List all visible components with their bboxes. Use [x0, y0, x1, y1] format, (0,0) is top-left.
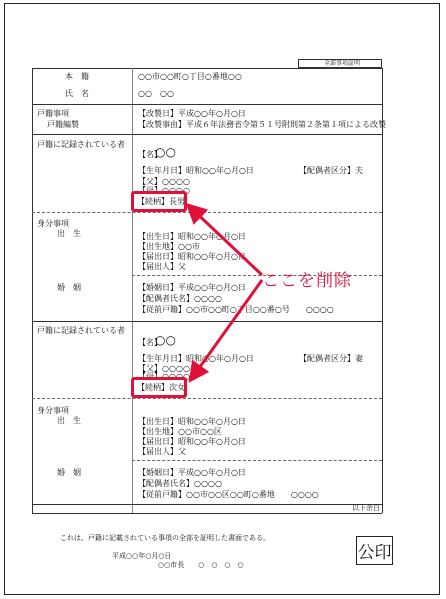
honseki-value: ○○市○○町○丁目○番地○○ [138, 72, 242, 81]
person1-zokugara: 【続柄】長男 [137, 197, 185, 206]
person2-birth: 【生年月日】昭和○○年○月○日 [138, 354, 254, 363]
person1-konin-label: 婚 姻 [57, 283, 81, 292]
person2-konin-label: 婚 姻 [57, 468, 81, 477]
ika-yohaku-label: 以下余白 [352, 504, 380, 512]
koseki-line-1: 【改製日】平成○○年○月○日 [138, 109, 246, 118]
person1-mibun-label: 身分事項 [37, 219, 69, 228]
official-seal: 公印 [356, 536, 393, 565]
arrow-to-first-zokugara [190, 207, 262, 275]
person2-zokugara: 【続柄】次女 [137, 383, 185, 392]
person2-name-prefix: 【名】 [138, 338, 162, 347]
person1-shussei-line-4: 【届出人】父 [138, 262, 186, 271]
person2-shussei-line-3: 【届出日】昭和○○年○月○日 [138, 437, 246, 446]
koseki-hensei-label: 戸籍編製 [47, 120, 79, 129]
person2-mibun-label: 身分事項 [37, 406, 69, 415]
delete-annotation-label: ここを削除 [262, 271, 352, 291]
person2-heading: 戸籍に記録されている者 [37, 326, 125, 335]
person2-konin-line-3: 【従前戸籍】○○市○○区○○町○番地 ○○○○ [138, 490, 319, 499]
person1-name-prefix: 【名】 [138, 150, 162, 159]
person1-shussei-line-3: 【届出日】昭和○○年○月○日 [138, 252, 246, 261]
koseki-jiko-label: 戸籍事項 [37, 109, 69, 118]
certification-text: これは、戸籍に記載されている事項の全部を証明した書面である。 [60, 534, 270, 542]
person2-mother: 【母】○○○○ [138, 372, 190, 381]
person1-konin-line-3: 【従前戸籍】○○市○○町○丁目○○番○号 ○○○○ [138, 305, 334, 314]
arrow-to-second-zokugara [192, 280, 262, 378]
person2-spouse: 【配偶者区分】妻 [299, 354, 363, 363]
shimei-label: 氏 名 [65, 89, 89, 98]
person1-konin-line-1: 【婚姻日】平成○○年○月○日 [138, 283, 246, 292]
honseki-label: 本 籍 [65, 72, 89, 81]
person2-shussei-line-4: 【届出人】父 [138, 447, 186, 456]
person2-father: 【父】○○○○ [138, 364, 190, 373]
person2-name-value: ○○ [155, 333, 176, 347]
person2-konin-line-1: 【婚姻日】平成○○年○月○日 [138, 468, 246, 477]
person1-shussei-line-2: 【出生地】○○市 [138, 242, 200, 251]
person1-name-value: ○○ [155, 145, 176, 159]
person1-konin-line-2: 【配偶者氏名】○○○○ [138, 294, 222, 303]
shimei-value: ○○ ○○ [138, 89, 174, 98]
certificate-type-label: 全部事項証明 [324, 60, 361, 67]
person1-father: 【父】○○○○ [138, 177, 190, 186]
koseki-line-2: 【改製事由】平成６年法務省令第５１号附則第２条第１項による改製 [138, 120, 386, 129]
person1-shussei-label: 出 生 [57, 229, 81, 238]
person2-shussei-line-1: 【出生日】昭和○○年○月○日 [138, 417, 246, 426]
person1-spouse: 【配偶者区分】夫 [299, 166, 363, 175]
person2-konin-line-2: 【配偶者氏名】○○○○ [138, 479, 222, 488]
person2-shussei-line-2: 【出生地】○○市○○区 [138, 427, 222, 436]
person1-heading: 戸籍に記録されている者 [37, 140, 125, 149]
person1-birth: 【生年月日】昭和○○年○月○日 [138, 166, 254, 175]
person1-shussei-line-1: 【出生日】昭和○○年○月○日 [138, 232, 246, 241]
certification-date: 平成○○年○月○日 [112, 552, 172, 560]
person1-mother: 【母】○○○○ [138, 186, 190, 195]
person2-shussei-label: 出 生 [57, 416, 81, 425]
issuer-name: ○○市長 ○ ○ ○ ○ [158, 561, 244, 569]
